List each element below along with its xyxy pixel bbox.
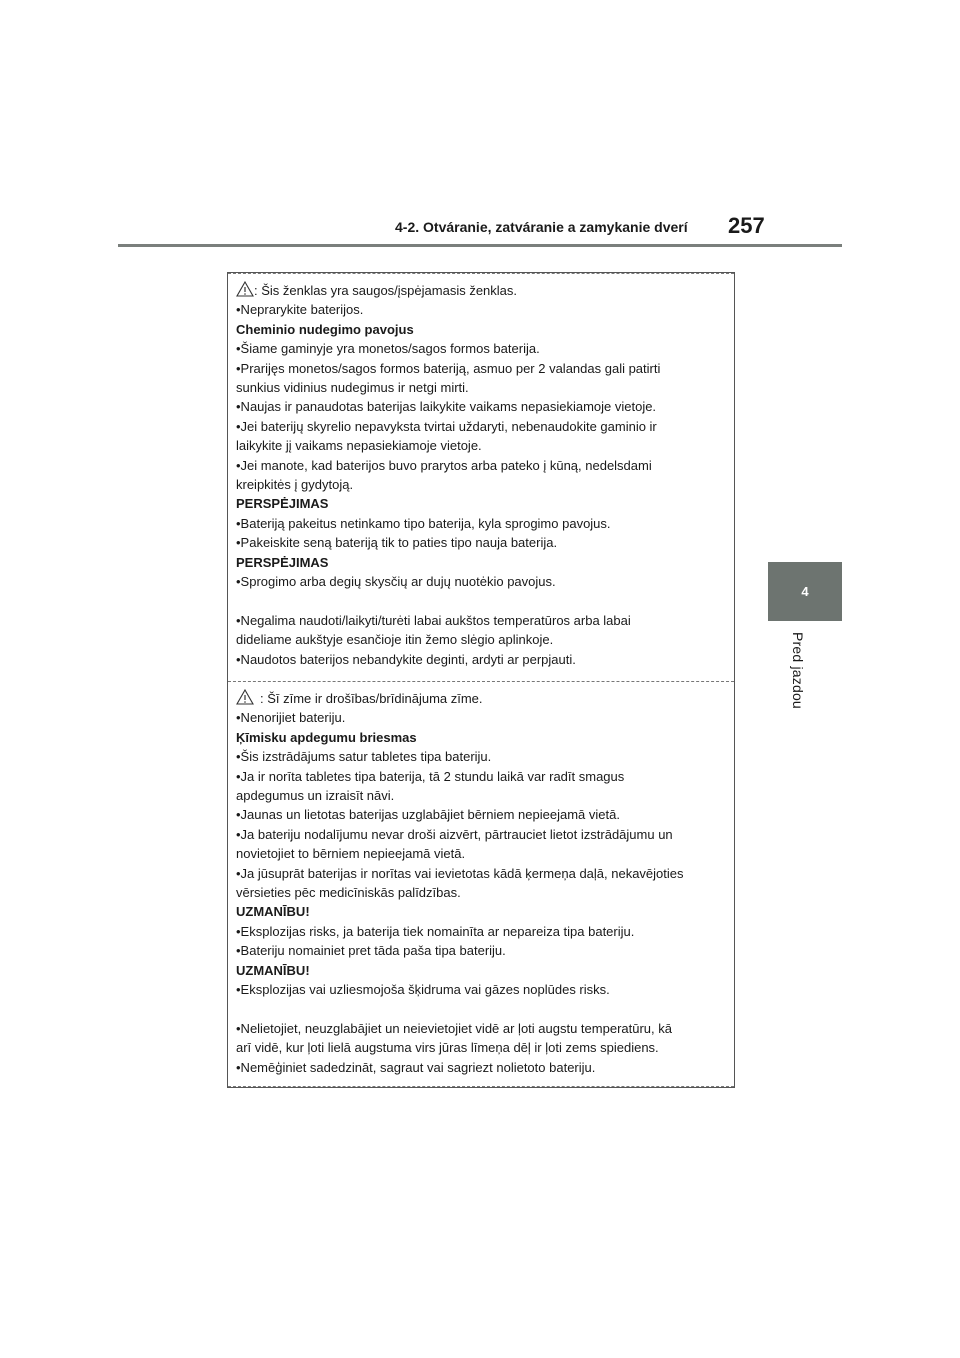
list-item: •Pakeiskite seną bateriją tik to paties tipo nauja baterija. [236, 535, 558, 551]
subheading: PERSPĖJIMAS [236, 554, 329, 570]
lithuanian-warning-section [228, 273, 734, 681]
subheading: UZMANĪBU! [236, 962, 310, 978]
list-item-continued: sunkius vidinius nudegimus ir netgi mirti. [236, 380, 469, 396]
list-item: •Jei manote, kad baterijos buvo prarytos arba pateko į kūną, nedelsdami [236, 457, 652, 473]
list-item: •Nemēģiniet sadedzināt, sagraut vai sagriezt nolietoto bateriju. [236, 1059, 596, 1075]
battery-warning-box [227, 272, 735, 1088]
list-item: •Prarijęs monetos/sagos formos bateriją, asmuo per 2 valandas gali patirti [236, 360, 661, 376]
list-item-continued: dideliame aukštyje esančioje itin žemo slėgio aplinkoje. [236, 632, 554, 648]
latvian-warning-section [228, 681, 734, 1087]
list-item-continued: vērsieties pēc medicīniskās palīdzības. [236, 885, 461, 901]
warning-intro: : Šī zīme ir drošības/brīdinājuma zīme. [260, 691, 483, 706]
list-item: •Bateriju nomainiet pret tāda paša tipa bateriju. [236, 943, 506, 959]
list-item: •Eksplozijas vai uzliesmojoša šķidruma vai gāzes noplūdes risks. [236, 982, 610, 998]
list-item-continued: laikykite jį vaikams nepasiekiamoje vietoje. [236, 438, 482, 454]
list-item-continued: novietojiet to bērniem nepieejamā vietā. [236, 846, 466, 862]
list-item: •Nelietojiet, neuzglabājiet un neievietojiet vidē ar ļoti augstu temperatūru, kā [236, 1020, 672, 1036]
list-item: •Eksplozijas risks, ja baterija tiek nomainīta ar nepareiza tipa bateriju. [236, 923, 635, 939]
warning-intro: : Šis ženklas yra saugos/įspėjamasis ženklas. [254, 283, 518, 298]
subheading: Ķīmisku apdegumu briesmas [236, 729, 417, 745]
page-number: 257 [728, 213, 765, 238]
list-item-continued: apdegumus un izraisīt nāvi. [236, 788, 395, 804]
list-item: •Šis izstrādājums satur tabletes tipa bateriju. [236, 749, 492, 765]
list-item: •Nenorijiet bateriju. [236, 710, 346, 726]
list-item: •Ja jūsuprāt baterijas ir norītas vai ievietotas kādā ķermeņa daļā, nekavējoties [236, 865, 684, 881]
list-item: •Ja ir norīta tabletes tipa baterija, tā 2 stundu laikā var radīt smagus [236, 768, 625, 784]
list-item: •Sprogimo arba degių skysčių ar dujų nuotėkio pavojus. [236, 574, 556, 590]
list-item: •Neprarykite baterijos. [236, 302, 364, 318]
warning-triangle-icon [236, 689, 254, 705]
list-item-continued: arī vidē, kur ļoti lielā augstuma virs jūras līmeņa dēļ ir ļoti zems spiediens. [236, 1040, 659, 1056]
list-item: •Ja bateriju nodalījumu nevar droši aizvērt, pārtrauciet lietot izstrādājumu un [236, 826, 673, 842]
list-item-continued: kreipkitės į gydytoją. [236, 477, 354, 493]
list-item: •Bateriją pakeitus netinkamo tipo baterija, kyla sprogimo pavojus. [236, 515, 611, 531]
list-item: •Jei baterijų skyrelio nepavyksta tvirtai uždaryti, nebenaudokite gaminio ir [236, 418, 657, 434]
chapter-tab [768, 562, 842, 621]
subheading: PERSPĖJIMAS [236, 496, 329, 512]
section-title: 4-2. Otváranie, zatváranie a zamykanie dverí [395, 219, 688, 235]
header-divider [118, 244, 842, 247]
subheading: Cheminio nudegimo pavojus [236, 321, 414, 337]
list-item: •Jaunas un lietotas baterijas uzglabājiet bērniem nepieejamā vietā. [236, 807, 620, 823]
list-item: •Naujas ir panaudotas baterijas laikykite vaikams nepasiekiamoje vietoje. [236, 399, 657, 415]
list-item: •Negalima naudoti/laikyti/turėti labai aukštos temperatūros arba labai [236, 612, 631, 628]
subheading: UZMANĪBU! [236, 904, 310, 920]
chapter-side-label: Pred jazdou [790, 632, 806, 709]
list-item: •Šiame gaminyje yra monetos/sagos formos baterija. [236, 341, 540, 357]
warning-triangle-icon [236, 281, 254, 297]
chapter-number: 4 [801, 584, 809, 599]
list-item: •Naudotos baterijos nebandykite deginti, ardyti ar perpjauti. [236, 651, 576, 667]
